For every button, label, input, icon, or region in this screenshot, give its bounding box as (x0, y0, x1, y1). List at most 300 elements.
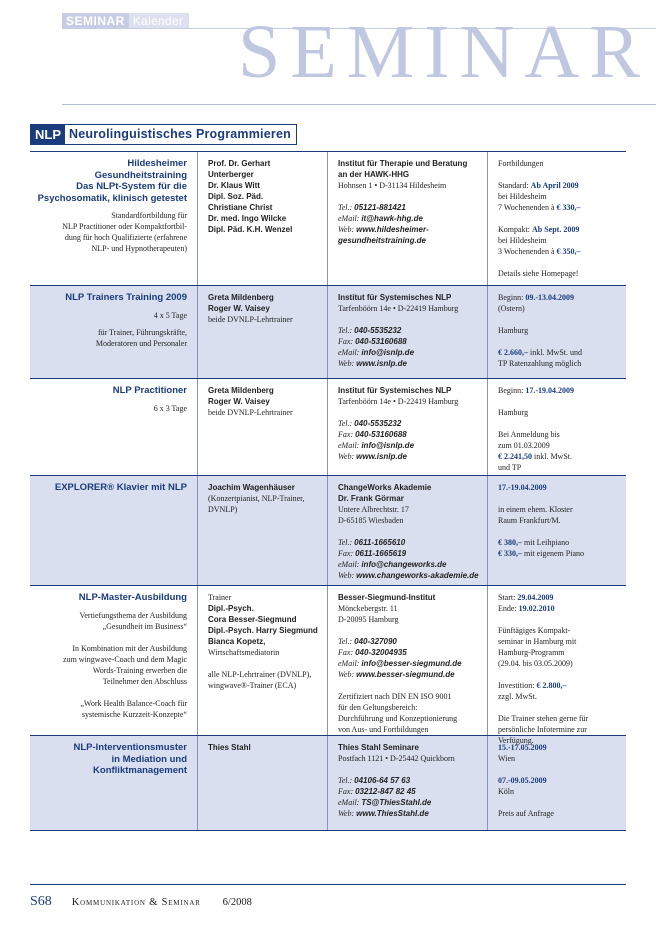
course-title (36, 292, 187, 304)
course-title-line: Hildesheimer (127, 158, 187, 169)
table-row (30, 476, 626, 586)
schedule-line (498, 724, 620, 735)
schedule-highlight: Ab Sept. 2009 (532, 225, 580, 234)
contact-label: Web: (338, 225, 355, 234)
organizer-name: Thies Stahl Seminare (338, 743, 419, 752)
schedule-highlight: 17.-19.04.2009 (525, 386, 575, 395)
schedule-line (498, 462, 620, 473)
schedule-text: bei Hildesheim (498, 192, 547, 201)
schedule-highlight: 17.-19.04.2009 (498, 483, 547, 492)
schedule-line (498, 358, 620, 369)
publication-name: Kommunikation & Seminar (71, 897, 201, 908)
contact-value: 04106-64 57 63 (354, 776, 411, 785)
schedule-line (498, 325, 620, 336)
contact-line (338, 235, 481, 246)
contact-label: eMail: (338, 441, 360, 450)
schedule-text: zzgl. MwSt. (498, 692, 537, 701)
schedule-line (498, 396, 620, 407)
contact-value: 040-53160688 (355, 430, 407, 439)
contact-value: info@changeworks.de (361, 560, 447, 569)
contact-line (338, 325, 481, 336)
contact-label: Fax: (338, 648, 354, 657)
course-description-line: zum wingwave-Coach und dem Magic (63, 654, 187, 664)
contact-value: www.isnlp.de (356, 359, 407, 368)
contact-line (338, 336, 481, 347)
schedule-line (498, 482, 620, 493)
course-description-line (36, 632, 187, 643)
contact-value: 0611-1665610 (354, 538, 406, 547)
course-cell (30, 152, 198, 285)
course-description (36, 327, 187, 349)
certification-line: Zertifiziert nach DIN EN ISO 9001 (338, 692, 452, 701)
schedule-text: Hamburg (498, 408, 529, 417)
course-title-line: NLP Practitioner (112, 385, 187, 396)
trainer-cell (198, 736, 328, 830)
schedule-line (498, 702, 620, 713)
trainer-line: Dipl. Soz. Päd. (208, 192, 264, 201)
contact-label: eMail: (338, 560, 360, 569)
trainer-line: Greta Mildenberg (208, 386, 274, 395)
contact-line (338, 418, 481, 429)
schedule-line (498, 592, 620, 603)
schedule-text: Fünftägiges Kompakt- (498, 626, 571, 635)
course-title-line: NLP Trainers Training 2009 (65, 292, 187, 303)
schedule-line (498, 246, 620, 257)
spacer (338, 680, 481, 691)
organizer-cell (328, 286, 488, 378)
contact-value: info@besser-siegmund.de (361, 659, 462, 668)
header-rule (62, 104, 656, 105)
certification-line: von Aus- und Fortbildungen (338, 725, 429, 734)
schedule-highlight: € 2.800,– (536, 681, 567, 690)
contact-label: eMail: (338, 659, 360, 668)
schedule-text: Fortbildungen (498, 159, 544, 168)
trainer-line: Prof. Dr. Gerhart (208, 159, 271, 168)
trainer-line: Dipl.-Psych. (208, 604, 254, 613)
organizer-name: Besser-Siegmund-Institut (338, 593, 436, 602)
spacer (338, 764, 481, 775)
organizer-name: an der HAWK-HHG (338, 170, 410, 179)
contact-line (338, 429, 481, 440)
contact-value: 040-5535232 (354, 419, 402, 428)
contact-value: 040-53160688 (355, 337, 407, 346)
contact-label: eMail: (338, 348, 360, 357)
trainer-line: wingwave®-Trainer (ECA) (208, 681, 297, 690)
spacer (338, 191, 481, 202)
schedule-line (498, 257, 620, 268)
course-duration: 6 x 3 Tage (153, 403, 187, 413)
schedule-highlight: € 2.660,– (498, 348, 528, 357)
course-title-line: Konfliktmanagement (93, 765, 187, 776)
schedule-text: zum 01.03.2009 (498, 441, 550, 450)
trainer-line: DVNLP) (208, 505, 238, 514)
schedule-line (498, 314, 620, 325)
organizer-address: Postfach 1121 • D-25442 Quickborn (338, 754, 455, 763)
schedule-text: mit eigenem Piano (522, 549, 584, 558)
course-description-line: dung für hoch Qualifizierte (erfahrene (64, 233, 187, 242)
contact-line (338, 537, 481, 548)
trainer-cell (198, 379, 328, 475)
contact-value: 0611-1665619 (355, 549, 407, 558)
schedule-text: Beginn: (498, 293, 526, 302)
course-title (36, 742, 187, 777)
certification-line: Durchführung und Konzeptionierung (338, 714, 458, 723)
organizer-cell (328, 586, 488, 735)
schedule-text: Verfügung. (498, 736, 534, 745)
course-description-line: Standardfortbildung für (111, 211, 187, 220)
contact-line (338, 647, 481, 658)
trainer-line: Christiane Christ (208, 203, 273, 212)
schedule-text: Raum Frankfurt/M. (498, 516, 561, 525)
contact-line (338, 636, 481, 647)
course-title (36, 385, 187, 397)
trainer-line: Wirtschaftsmediatorin (208, 648, 280, 657)
trainer-line: Bianca Kopetz, (208, 637, 266, 646)
schedule-text: Köln (498, 787, 514, 796)
schedule-line (498, 213, 620, 224)
schedule-line (498, 603, 620, 614)
schedule-line (498, 647, 620, 658)
contact-value: www.ThiesStahl.de (356, 809, 429, 818)
schedule-highlight: 07.-09.05.2009 (498, 776, 547, 785)
course-description-line: Teilnehmer den Abschluss (102, 676, 187, 686)
contact-label: Web: (338, 452, 355, 461)
contact-value: 040-32004935 (355, 648, 407, 657)
schedule-text: seminar in Hamburg mit (498, 637, 577, 646)
trainer-line: Trainer (208, 593, 232, 602)
course-description-line: „Work Health Balance-Coach für (80, 698, 187, 708)
contact-line (338, 570, 481, 581)
schedule-cell (488, 586, 626, 745)
schedule-line (498, 636, 620, 647)
page-title: SEMINAR (237, 10, 650, 94)
table-row (30, 152, 626, 286)
schedule-text: Details siehe Homepage! (498, 269, 579, 278)
certification-line: für den Geltungsbereich: (338, 703, 418, 712)
schedule-text: mit Leihpiano (522, 538, 570, 547)
spacer (338, 314, 481, 325)
schedule-text: inkl. MwSt. und (528, 348, 583, 357)
schedule-cell (488, 736, 626, 830)
course-description-line: für Trainer, Führungskräfte, (98, 327, 187, 337)
organizer-cell (328, 152, 488, 285)
contact-label: Fax: (338, 787, 354, 796)
organizer-name: Institut für Systemisches NLP (338, 293, 452, 302)
schedule-text: Bei Anmeldung bis (498, 430, 560, 439)
organizer-cell (328, 379, 488, 475)
table-row (30, 736, 626, 831)
schedule-line (498, 515, 620, 526)
schedule-text: 3 Wochenenden à (498, 247, 557, 256)
schedule-line (498, 180, 620, 191)
organizer-name: Institut für Systemisches NLP (338, 386, 452, 395)
course-description-line: In Kombination mit der Ausbildung (72, 643, 187, 653)
contact-label: Tel.: (338, 776, 353, 785)
course-duration: 4 x 5 Tage (153, 310, 187, 320)
contact-value: www.hildesheimer- (356, 225, 429, 234)
schedule-highlight: € 380,– (498, 538, 522, 547)
issue-number: 6/2008 (222, 897, 252, 908)
schedule-line (498, 691, 620, 702)
schedule-text: Investition: (498, 681, 537, 690)
contact-value: 03212-847 82 45 (355, 787, 416, 796)
schedule-highlight: 09.-13.04.2009 (525, 293, 575, 302)
contact-line (338, 347, 481, 358)
contact-line (338, 213, 481, 224)
contact-value: TS@ThiesStahl.de (361, 798, 432, 807)
table-row (30, 379, 626, 476)
course-description-line: Moderatoren und Personaler (95, 338, 187, 348)
trainer-line: beide DVNLP-Lehrtrainer (208, 408, 293, 417)
contact-line (338, 451, 481, 462)
schedule-highlight: 15.-17.05.2009 (498, 743, 547, 752)
organizer-name: ChangeWorks Akademie (338, 483, 432, 492)
seminar-table (30, 151, 626, 831)
schedule-line (498, 526, 620, 537)
section-name: Neurolinguistisches Programmieren (69, 127, 291, 141)
course-description-line: NLP Practitioner oder Kompaktfortbil- (62, 222, 187, 231)
page-number: S68 (30, 894, 52, 909)
schedule-text: Kompakt: (498, 225, 532, 234)
schedule-line (498, 440, 620, 451)
schedule-highlight: Ab April 2009 (530, 181, 579, 190)
schedule-text: Standard: (498, 181, 531, 190)
schedule-text: (Ostern) (498, 304, 525, 313)
course-title (36, 592, 187, 604)
course-cell (30, 286, 198, 378)
course-description-line: Vertiefungsthema der Ausbildung (79, 610, 187, 620)
schedule-text: Ende: (498, 604, 519, 613)
contact-line (338, 775, 481, 786)
schedule-text: Hamburg (498, 326, 529, 335)
contact-label: Web: (338, 809, 355, 818)
schedule-line (498, 797, 620, 808)
contact-line (338, 786, 481, 797)
schedule-line (498, 191, 620, 202)
contact-label: eMail: (338, 214, 360, 223)
spacer (338, 526, 481, 537)
contact-line (338, 797, 481, 808)
schedule-line (498, 548, 620, 559)
course-cell (30, 476, 198, 585)
schedule-text: (29.04. bis 03.05.2009) (498, 659, 573, 668)
section-title (30, 124, 297, 145)
organizer-name: Dr. Frank Görmar (338, 494, 404, 503)
schedule-line (498, 202, 620, 213)
schedule-line (498, 292, 620, 303)
schedule-line (498, 169, 620, 180)
schedule-line (498, 235, 620, 246)
trainer-cell (198, 152, 328, 285)
contact-value: www.besser-siegmund.de (356, 670, 455, 679)
schedule-cell (488, 286, 626, 378)
contact-label: Web: (338, 670, 355, 679)
course-description (36, 610, 187, 720)
schedule-line (498, 451, 620, 462)
contact-line (338, 808, 481, 819)
trainer-line (208, 658, 321, 669)
organizer-name: Institut für Therapie und Beratung (338, 159, 468, 168)
spacer (338, 407, 481, 418)
contact-label: Tel.: (338, 637, 353, 646)
schedule-line (498, 336, 620, 347)
schedule-highlight: € 2.241,50 (498, 452, 532, 461)
trainer-line: Dipl. Päd. K.H. Wenzel (208, 225, 293, 234)
contact-value: 05121-881421 (354, 203, 406, 212)
contact-line (338, 224, 481, 235)
organizer-cell (328, 476, 488, 585)
trainer-line: Dr. med. Ingo Wilcke (208, 214, 287, 223)
schedule-line (498, 504, 620, 515)
schedule-text: und TP (498, 463, 522, 472)
organizer-address: Mönckebergstr. 11 (338, 604, 398, 613)
course-description-line (36, 687, 187, 698)
trainer-line: Unterberger (208, 170, 254, 179)
schedule-text: Beginn: (498, 386, 526, 395)
contact-line (338, 669, 481, 680)
schedule-line (498, 713, 620, 724)
organizer-address: Tarfenböörn 14e • D-22419 Hamburg (338, 304, 459, 313)
course-cell (30, 736, 198, 830)
contact-line (338, 658, 481, 669)
organizer-cell (328, 736, 488, 830)
contact-line (338, 440, 481, 451)
schedule-text: Start: (498, 593, 518, 602)
course-title-line: NLP-Interventionsmuster (73, 742, 187, 753)
course-description-line: „Gesundheit im Business“ (102, 621, 187, 631)
contact-value: 040-5535232 (354, 326, 402, 335)
kalender-label-a: SEMINAR (62, 13, 129, 28)
course-cell (30, 379, 198, 475)
contact-value: 040-327090 (354, 637, 397, 646)
trainer-line: Dipl.-Psych. Harry Siegmund (208, 626, 318, 635)
contact-value: it@hawk-hhg.de (361, 214, 423, 223)
schedule-line (498, 385, 620, 396)
course-title-line: EXPLORER® Klavier mit NLP (54, 482, 187, 493)
schedule-text: in einem ehem. Kloster (498, 505, 573, 514)
contact-line (338, 559, 481, 570)
schedule-text: Wien (498, 754, 516, 763)
trainer-line: Roger W. Vaisey (208, 397, 270, 406)
course-title (36, 158, 187, 204)
schedule-line (498, 808, 620, 819)
course-title-line: Das NLPt-System für die (76, 181, 187, 192)
spacer (338, 625, 481, 636)
schedule-text: bei Hildesheim (498, 236, 547, 245)
course-title-line: NLP-Master-Ausbildung (78, 592, 187, 603)
schedule-text: 7 Wochenenden à (498, 203, 557, 212)
trainer-cell (198, 286, 328, 378)
contact-label: Tel.: (338, 538, 353, 547)
course-title-line: Psychosomatik, klinisch getestet (37, 192, 187, 204)
organizer-address: Hohnsen 1 • D-31134 Hildesheim (338, 181, 447, 190)
trainer-line: Joachim Wagenhäuser (208, 483, 295, 492)
schedule-highlight: € 330,– (498, 549, 522, 558)
course-title-line: in Mediation und (111, 753, 187, 765)
schedule-line (498, 742, 620, 753)
schedule-text: Hamburg-Programm (498, 648, 565, 657)
schedule-cell (488, 379, 626, 475)
schedule-line (498, 764, 620, 775)
schedule-line (498, 493, 620, 504)
schedule-line (498, 786, 620, 797)
schedule-line (498, 753, 620, 764)
organizer-address: Untere Albrechtstr. 17 (338, 505, 409, 514)
organizer-address: D-65185 Wiesbaden (338, 516, 404, 525)
schedule-text: Die Trainer stehen gerne für (498, 714, 589, 723)
trainer-cell (198, 586, 328, 735)
schedule-line (498, 224, 620, 235)
course-description-line: Words-Training erwerben die (92, 665, 187, 675)
contact-label: Fax: (338, 337, 354, 346)
trainer-line: (Konzertpianist, NLP-Trainer, (208, 494, 305, 503)
footer-rule (30, 884, 626, 885)
schedule-line (498, 775, 620, 786)
contact-value: www.isnlp.de (356, 452, 407, 461)
schedule-line (498, 158, 620, 169)
contact-value: info@isnlp.de (361, 441, 415, 450)
trainer-line: Dr. Klaus Witt (208, 181, 260, 190)
section-abbr: NLP (31, 125, 65, 144)
schedule-line (498, 669, 620, 680)
schedule-highlight: 19.02.2010 (518, 604, 555, 613)
contact-label: Tel.: (338, 419, 353, 428)
schedule-line (498, 658, 620, 669)
schedule-line (498, 680, 620, 691)
table-row (30, 586, 626, 745)
course-description-line: systemische Kurzzeit-Konzepte“ (81, 709, 187, 719)
trainer-line: Greta Mildenberg (208, 293, 274, 302)
schedule-highlight: 29.04.2009 (517, 593, 554, 602)
contact-value: info@isnlp.de (361, 348, 415, 357)
schedule-highlight: € 330,– (556, 203, 581, 212)
course-description-line: NLP- und Hypnotherapeuten) (91, 244, 187, 253)
schedule-line (498, 347, 620, 358)
schedule-text: inkl. MwSt. (532, 452, 573, 461)
course-title-line: Gesundheitstraining (94, 169, 187, 181)
course-cell (30, 586, 198, 735)
schedule-line (498, 303, 620, 314)
contact-line (338, 548, 481, 559)
trainer-line: Cora Besser-Siegmund (208, 615, 297, 624)
schedule-line (498, 537, 620, 548)
schedule-line (498, 614, 620, 625)
table-row (30, 286, 626, 379)
schedule-line (498, 268, 620, 279)
schedule-cell (488, 152, 626, 285)
schedule-line (498, 418, 620, 429)
schedule-line (498, 407, 620, 418)
trainer-line: Thies Stahl (208, 743, 251, 752)
course-title (36, 482, 187, 494)
contact-label: Web: (338, 359, 355, 368)
contact-label: Tel.: (338, 203, 353, 212)
course-description (36, 210, 187, 254)
schedule-line (498, 625, 620, 636)
contact-label: Web: (338, 571, 355, 580)
trainer-cell (198, 476, 328, 585)
footer (30, 894, 252, 910)
trainer-line: Roger W. Vaisey (208, 304, 270, 313)
contact-label: Fax: (338, 430, 354, 439)
schedule-text: TP Ratenzahlung möglich (498, 359, 582, 368)
contact-label: Fax: (338, 549, 354, 558)
seminar-kalender-tag (62, 13, 189, 28)
contact-label: eMail: (338, 798, 360, 807)
organizer-address: Tarfenböörn 14e • D-22419 Hamburg (338, 397, 459, 406)
schedule-text: persönliche Infotermine zur (498, 725, 587, 734)
organizer-address: D-20095 Hamburg (338, 615, 399, 624)
